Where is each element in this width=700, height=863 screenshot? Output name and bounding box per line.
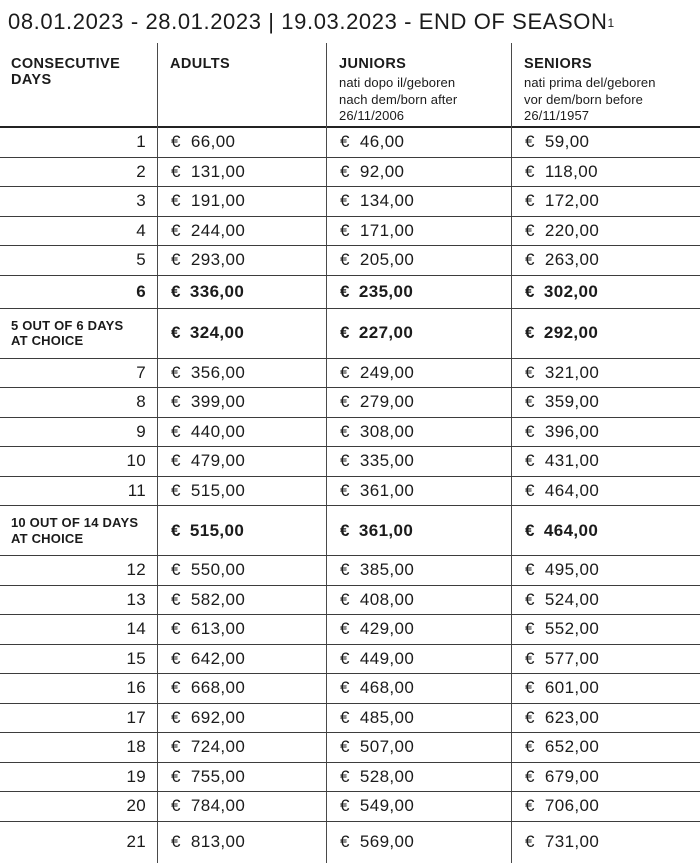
seniors-price-value: 464,00: [543, 520, 599, 540]
days-cell: [0, 822, 157, 863]
juniors-price-value: 468,00: [359, 678, 415, 698]
juniors-price-value: 308,00: [359, 421, 415, 441]
euro-symbol: €: [525, 796, 535, 816]
juniors-price-value: 205,00: [359, 250, 415, 270]
column-header-adults: [157, 43, 326, 131]
adults-price-cell: [157, 506, 326, 555]
juniors-price-cell: [326, 615, 511, 644]
adults-price-value: 293,00: [190, 250, 246, 270]
seniors-price-cell: [511, 704, 700, 733]
table-row: [0, 359, 700, 389]
adults-price-value: 479,00: [190, 451, 246, 471]
euro-symbol: €: [525, 281, 535, 301]
table-row: [0, 158, 700, 188]
seniors-price-cell: [511, 359, 700, 388]
choice-period-row: [0, 309, 700, 359]
adults-price-value: 582,00: [190, 589, 246, 609]
days-value: 1: [136, 132, 146, 152]
seniors-price-cell: [511, 506, 700, 555]
seniors-price-cell: [511, 246, 700, 275]
days-cell: [0, 733, 157, 762]
table-row: [0, 733, 700, 763]
adults-price-cell: [157, 792, 326, 821]
table-row: [0, 418, 700, 448]
adults-price-value: 399,00: [190, 392, 246, 412]
euro-symbol: €: [171, 619, 181, 639]
adults-price-cell: [157, 187, 326, 216]
seniors-price-value: 706,00: [544, 796, 600, 816]
juniors-price-value: 569,00: [359, 832, 415, 851]
euro-symbol: €: [171, 796, 181, 816]
table-row: [0, 556, 700, 586]
column-header-juniors: [326, 43, 511, 131]
euro-symbol: €: [525, 250, 535, 270]
euro-symbol: €: [171, 161, 181, 181]
juniors-price-value: 92,00: [359, 161, 405, 181]
juniors-price-cell: [326, 158, 511, 187]
euro-symbol: €: [340, 737, 350, 757]
seniors-price-value: 495,00: [544, 560, 600, 580]
days-value: 21: [126, 832, 146, 851]
adults-price-cell: [157, 217, 326, 246]
euro-symbol: €: [171, 678, 181, 698]
euro-symbol: €: [171, 132, 181, 152]
choice-period-row: [0, 506, 700, 556]
adults-price-cell: [157, 418, 326, 447]
adults-price-cell: [157, 674, 326, 703]
adults-price-value: 642,00: [190, 648, 246, 668]
euro-symbol: €: [525, 323, 535, 342]
adults-price-value: 191,00: [190, 191, 246, 211]
adults-price-cell: [157, 733, 326, 762]
euro-symbol: €: [340, 323, 350, 342]
euro-symbol: €: [171, 648, 181, 668]
adults-price-cell: [157, 388, 326, 417]
adults-price-cell: [157, 276, 326, 308]
euro-symbol: €: [171, 707, 181, 727]
juniors-price-cell: [326, 674, 511, 703]
choice-period-label: 5 OUT OF 6 DAYS AT CHOICE: [11, 317, 124, 348]
juniors-price-value: 279,00: [359, 392, 415, 412]
juniors-price-cell: [326, 276, 511, 308]
table-row: [0, 615, 700, 645]
euro-symbol: €: [171, 520, 181, 540]
euro-symbol: €: [525, 421, 535, 441]
juniors-price-cell: [326, 763, 511, 792]
euro-symbol: €: [171, 323, 181, 342]
days-value: 7: [136, 362, 146, 382]
juniors-price-value: 507,00: [359, 737, 415, 757]
price-table: [0, 43, 700, 863]
euro-symbol: €: [525, 132, 535, 152]
euro-symbol: €: [525, 589, 535, 609]
page-title: [0, 0, 700, 43]
juniors-price-cell: [326, 506, 511, 555]
seniors-price-cell: [511, 763, 700, 792]
days-cell: [0, 645, 157, 674]
juniors-price-cell: [326, 704, 511, 733]
column-header-label: CONSECUTIVE DAYS: [11, 56, 121, 88]
juniors-price-value: 408,00: [359, 589, 415, 609]
euro-symbol: €: [340, 362, 350, 382]
juniors-price-value: 528,00: [359, 766, 415, 786]
days-cell: [0, 187, 157, 216]
juniors-price-cell: [326, 388, 511, 417]
days-value: 11: [127, 480, 146, 500]
days-cell: [0, 477, 157, 506]
juniors-price-cell: [326, 733, 511, 762]
seniors-price-cell: [511, 615, 700, 644]
adults-price-value: 515,00: [190, 480, 246, 500]
seniors-price-cell: [511, 128, 700, 157]
column-header-label: ADULTS: [170, 56, 231, 72]
column-header-label: JUNIORS: [339, 56, 407, 72]
adults-price-value: 515,00: [189, 520, 245, 540]
seniors-price-cell: [511, 792, 700, 821]
adults-price-value: 813,00: [190, 832, 246, 851]
adults-price-value: 755,00: [190, 766, 246, 786]
euro-symbol: €: [525, 648, 535, 668]
adults-price-cell: [157, 822, 326, 863]
seniors-price-cell: [511, 586, 700, 615]
table-row: [0, 822, 700, 863]
euro-symbol: €: [340, 161, 350, 181]
juniors-price-cell: [326, 217, 511, 246]
adults-price-value: 613,00: [190, 619, 246, 639]
euro-symbol: €: [340, 191, 350, 211]
euro-symbol: €: [525, 191, 535, 211]
days-cell: [0, 309, 157, 358]
euro-symbol: €: [171, 832, 181, 851]
seniors-price-value: 524,00: [544, 589, 600, 609]
seniors-price-cell: [511, 447, 700, 476]
euro-symbol: €: [171, 191, 181, 211]
juniors-price-cell: [326, 586, 511, 615]
column-header-subtext: nati prima del/geboren vor dem/born before 26/11/1957: [524, 75, 656, 123]
euro-symbol: €: [340, 421, 350, 441]
adults-price-cell: [157, 704, 326, 733]
days-cell: [0, 674, 157, 703]
adults-price-cell: [157, 556, 326, 585]
seniors-price-cell: [511, 158, 700, 187]
seniors-price-value: 118,00: [544, 161, 598, 181]
euro-symbol: €: [340, 520, 350, 540]
days-value: 19: [126, 766, 146, 786]
days-value: 6: [136, 281, 146, 301]
seniors-price-value: 464,00: [544, 480, 600, 500]
seniors-price-value: 623,00: [544, 707, 600, 727]
days-cell: [0, 217, 157, 246]
adults-price-value: 336,00: [189, 281, 245, 301]
juniors-price-cell: [326, 418, 511, 447]
days-cell: [0, 359, 157, 388]
seniors-price-cell: [511, 477, 700, 506]
adults-price-cell: [157, 128, 326, 157]
euro-symbol: €: [340, 281, 350, 301]
euro-symbol: €: [171, 560, 181, 580]
seniors-price-cell: [511, 388, 700, 417]
footnote-marker: 1: [607, 16, 615, 30]
table-row: [0, 388, 700, 418]
euro-symbol: €: [171, 220, 181, 240]
juniors-price-cell: [326, 187, 511, 216]
adults-price-cell: [157, 586, 326, 615]
seniors-price-cell: [511, 309, 700, 358]
table-row: [0, 674, 700, 704]
adults-price-value: 440,00: [190, 421, 246, 441]
days-cell: [0, 276, 157, 308]
seniors-price-cell: [511, 733, 700, 762]
euro-symbol: €: [525, 520, 535, 540]
seniors-price-value: 396,00: [544, 421, 600, 441]
seniors-price-cell: [511, 217, 700, 246]
juniors-price-value: 249,00: [359, 362, 415, 382]
days-cell: [0, 763, 157, 792]
euro-symbol: €: [340, 832, 350, 851]
euro-symbol: €: [171, 589, 181, 609]
table-header-row: [0, 43, 700, 128]
choice-period-label: 10 OUT OF 14 DAYS AT CHOICE: [11, 515, 139, 546]
days-value: 5: [136, 250, 146, 270]
adults-price-value: 66,00: [190, 132, 236, 152]
days-cell: [0, 128, 157, 157]
days-cell: [0, 556, 157, 585]
euro-symbol: €: [340, 766, 350, 786]
seniors-price-value: 431,00: [544, 451, 600, 471]
euro-symbol: €: [340, 220, 350, 240]
days-value: 14: [126, 619, 146, 639]
juniors-price-value: 235,00: [358, 281, 414, 301]
seniors-price-cell: [511, 822, 700, 863]
adults-price-cell: [157, 763, 326, 792]
seniors-price-cell: [511, 674, 700, 703]
days-value: 3: [136, 191, 146, 211]
seniors-price-cell: [511, 556, 700, 585]
juniors-price-value: 485,00: [359, 707, 415, 727]
table-row: [0, 792, 700, 822]
table-row: [0, 763, 700, 793]
adults-price-cell: [157, 309, 326, 358]
euro-symbol: €: [525, 220, 535, 240]
table-row: [0, 128, 700, 158]
juniors-price-cell: [326, 556, 511, 585]
euro-symbol: €: [340, 678, 350, 698]
euro-symbol: €: [340, 619, 350, 639]
days-value: 13: [126, 589, 146, 609]
euro-symbol: €: [340, 796, 350, 816]
table-row: [0, 187, 700, 217]
adults-price-value: 692,00: [190, 707, 246, 727]
seniors-price-value: 359,00: [544, 392, 600, 412]
seniors-price-value: 263,00: [544, 250, 600, 270]
euro-symbol: €: [171, 250, 181, 270]
euro-symbol: €: [171, 737, 181, 757]
euro-symbol: €: [340, 250, 350, 270]
juniors-price-value: 134,00: [359, 191, 415, 211]
days-cell: [0, 615, 157, 644]
days-value: 20: [126, 796, 146, 816]
seniors-price-value: 59,00: [544, 132, 590, 152]
seniors-price-value: 321,00: [544, 362, 600, 382]
juniors-price-cell: [326, 246, 511, 275]
days-value: 17: [126, 707, 146, 727]
euro-symbol: €: [525, 362, 535, 382]
euro-symbol: €: [525, 707, 535, 727]
euro-symbol: €: [525, 737, 535, 757]
euro-symbol: €: [525, 832, 535, 851]
juniors-price-cell: [326, 447, 511, 476]
adults-price-cell: [157, 645, 326, 674]
euro-symbol: €: [340, 707, 350, 727]
days-cell: [0, 418, 157, 447]
euro-symbol: €: [525, 451, 535, 471]
euro-symbol: €: [525, 619, 535, 639]
days-cell: [0, 586, 157, 615]
adults-price-value: 784,00: [190, 796, 246, 816]
days-cell: [0, 704, 157, 733]
days-value: 18: [126, 737, 146, 757]
adults-price-cell: [157, 158, 326, 187]
adults-price-cell: [157, 359, 326, 388]
table-row: [0, 586, 700, 616]
days-cell: [0, 246, 157, 275]
juniors-price-cell: [326, 822, 511, 863]
table-row: [0, 447, 700, 477]
euro-symbol: €: [525, 678, 535, 698]
days-cell: [0, 388, 157, 417]
euro-symbol: €: [525, 560, 535, 580]
seniors-price-value: 731,00: [544, 832, 600, 851]
juniors-price-cell: [326, 309, 511, 358]
euro-symbol: €: [525, 766, 535, 786]
juniors-price-value: 335,00: [359, 451, 415, 471]
seniors-price-value: 172,00: [544, 191, 600, 211]
juniors-price-value: 385,00: [359, 560, 415, 580]
seniors-price-value: 292,00: [543, 323, 599, 342]
euro-symbol: €: [171, 451, 181, 471]
seniors-price-cell: [511, 276, 700, 308]
table-row: [0, 704, 700, 734]
adults-price-value: 324,00: [189, 323, 245, 342]
days-cell: [0, 158, 157, 187]
days-value: 4: [136, 220, 146, 240]
seniors-price-value: 577,00: [544, 648, 600, 668]
juniors-price-value: 449,00: [359, 648, 415, 668]
juniors-price-value: 361,00: [358, 520, 414, 540]
adults-price-cell: [157, 447, 326, 476]
days-cell: [0, 792, 157, 821]
seniors-price-value: 679,00: [544, 766, 600, 786]
seniors-price-cell: [511, 645, 700, 674]
table-row: [0, 246, 700, 276]
euro-symbol: €: [525, 480, 535, 500]
days-value: 16: [126, 678, 146, 698]
days-value: 2: [136, 161, 146, 181]
days-value: 10: [126, 451, 146, 471]
euro-symbol: €: [525, 161, 535, 181]
adults-price-cell: [157, 477, 326, 506]
juniors-price-cell: [326, 645, 511, 674]
euro-symbol: €: [525, 392, 535, 412]
juniors-price-cell: [326, 359, 511, 388]
column-header-label: SENIORS: [524, 56, 593, 72]
seniors-price-cell: [511, 187, 700, 216]
table-row: [0, 217, 700, 247]
juniors-price-value: 429,00: [359, 619, 415, 639]
seniors-price-cell: [511, 418, 700, 447]
days-value: 8: [136, 392, 146, 412]
adults-price-value: 356,00: [190, 362, 246, 382]
seniors-price-value: 552,00: [544, 619, 600, 639]
adults-price-value: 550,00: [190, 560, 246, 580]
adults-price-value: 724,00: [190, 737, 246, 757]
euro-symbol: €: [171, 281, 181, 301]
euro-symbol: €: [340, 589, 350, 609]
juniors-price-value: 361,00: [359, 480, 415, 500]
euro-symbol: €: [171, 421, 181, 441]
euro-symbol: €: [340, 560, 350, 580]
days-cell: [0, 506, 157, 555]
column-header-consecutive-days: [0, 43, 157, 131]
adults-price-cell: [157, 246, 326, 275]
days-value: 15: [126, 648, 146, 668]
table-row: [0, 645, 700, 675]
adults-price-cell: [157, 615, 326, 644]
table-row: [0, 276, 700, 309]
euro-symbol: €: [171, 362, 181, 382]
euro-symbol: €: [340, 451, 350, 471]
euro-symbol: €: [340, 648, 350, 668]
juniors-price-cell: [326, 792, 511, 821]
table-row: [0, 477, 700, 507]
juniors-price-value: 46,00: [359, 132, 405, 152]
column-header-seniors: [511, 43, 700, 131]
table-body: [0, 128, 700, 863]
euro-symbol: €: [171, 392, 181, 412]
euro-symbol: €: [340, 392, 350, 412]
adults-price-value: 131,00: [190, 161, 246, 181]
euro-symbol: €: [171, 480, 181, 500]
juniors-price-cell: [326, 477, 511, 506]
juniors-price-value: 549,00: [359, 796, 415, 816]
column-header-subtext: nati dopo il/geboren nach dem/born after 26/11/2006: [339, 75, 458, 123]
days-value: 12: [126, 560, 146, 580]
adults-price-value: 668,00: [190, 678, 246, 698]
euro-symbol: €: [340, 480, 350, 500]
seniors-price-value: 601,00: [544, 678, 600, 698]
seniors-price-value: 220,00: [544, 220, 600, 240]
adults-price-value: 244,00: [190, 220, 246, 240]
euro-symbol: €: [171, 766, 181, 786]
days-cell: [0, 447, 157, 476]
juniors-price-value: 227,00: [358, 323, 414, 342]
days-value: 9: [136, 421, 146, 441]
page-title-text: 08.01.2023 - 28.01.2023 | 19.03.2023 - END OF SEASON: [8, 9, 608, 34]
juniors-price-value: 171,00: [359, 220, 415, 240]
juniors-price-cell: [326, 128, 511, 157]
seniors-price-value: 302,00: [543, 281, 599, 301]
seniors-price-value: 652,00: [544, 737, 600, 757]
euro-symbol: €: [340, 132, 350, 152]
